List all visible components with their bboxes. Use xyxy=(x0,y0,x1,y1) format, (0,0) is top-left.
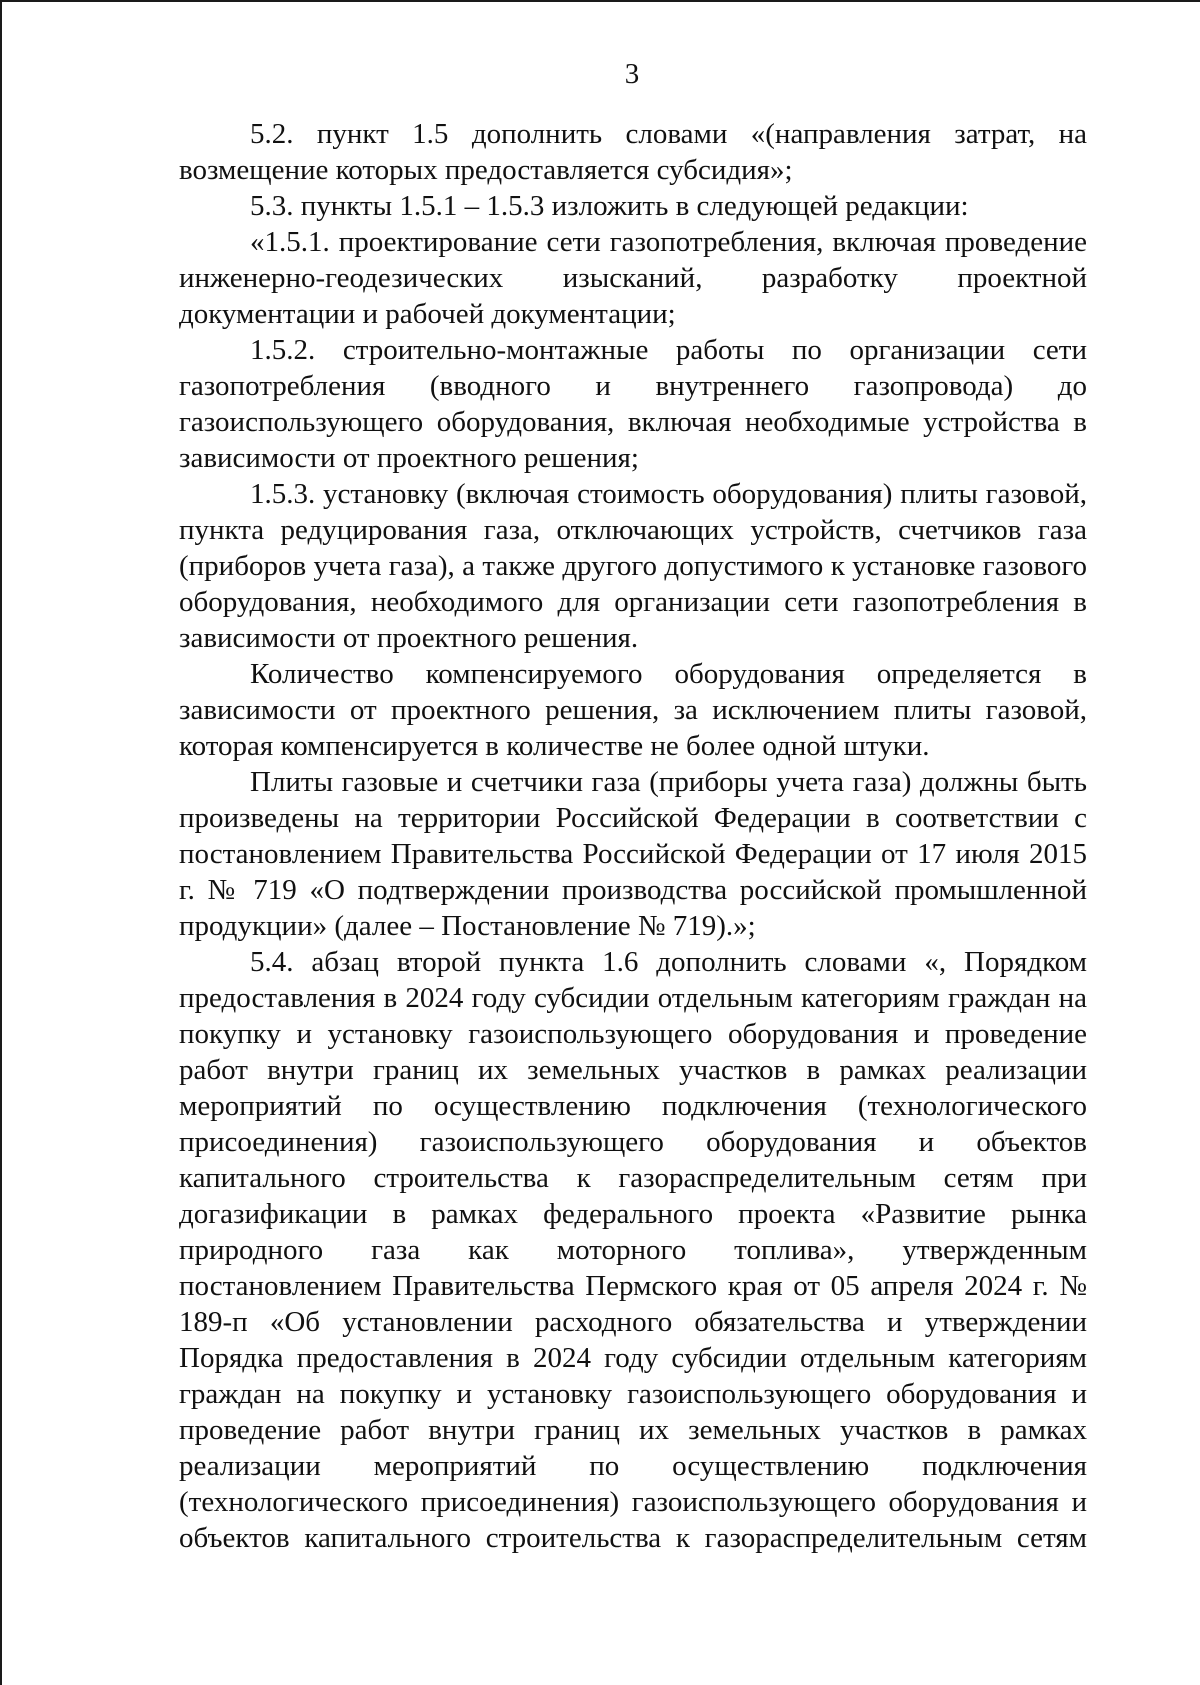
paragraph-1-5-1: «1.5.1. проектирование сети газопотребления, включая проведение инженерно-геодезических изысканий, разработку проектной документации и рабочей документации; xyxy=(179,226,1087,330)
paragraph-1-5-2: 1.5.2. строительно-монтажные работы по организации сети газопотребления (вводного и внутреннего газопровода) до газоиспользующего оборудования, включая необходимые устройства в зависимости от проектного решения; xyxy=(179,334,1087,474)
paragraph-5-3: 5.3. пункты 1.5.1 – 1.5.3 изложить в следующей редакции: xyxy=(250,190,969,222)
page-number: 3 xyxy=(624,58,640,90)
paragraph-1-5-3: 1.5.3. установку (включая стоимость оборудования) плиты газовой, пункта редуцирования газа, отключающих устройств, счетчиков газа (приборов учета газа), а также другого допустимого к установке газового оборудования, необходимого для организации сети газопотребления в зависимости от проектного решения. xyxy=(179,478,1087,654)
paragraph-5-4: 5.4. абзац второй пункта 1.6 дополнить словами «, Порядком предоставления в 2024 году субсидии отдельным категориям граждан на покупку и установку газоиспользующего оборудования и проведение работ внутри границ их земельных участков в рамках реализации мероприятий по осуществлению подключения (технологического присоединения) газоиспользующего оборудования и объектов капитального строительства к газораспределительным сетям при догазификации в рамках федерального проекта «Развитие рынка природного газа как моторного топлива», утвержденным постановлением Правительства Пермского края от 05 апреля 2024 г. № 189-п «Об установлении расходного обязательства и утверждении Порядка предоставления в 2024 году субсидии отдельным категориям граждан на покупку и установку газоиспользующего оборудования и проведение работ внутри границ их земельных участков в рамках реализации мероприятий по осуществлению подключения (технологического присоединения) газоиспользующего оборудования и объектов капитального строительства к газораспределительным сетям xyxy=(179,946,1087,1554)
paragraph-gas-stoves-origin: Плиты газовые и счетчики газа (приборы учета газа) должны быть произведены на территории Российской Федерации в соответствии с постановлением Правительства Российской Федерации от 17 июля 2015 г. № 719 «О подтверждении производства российской промышленной продукции» (далее – Постановление № 719).»; xyxy=(179,766,1087,942)
document-body xyxy=(179,116,1087,1556)
paragraph-5-2: 5.2. пункт 1.5 дополнить словами «(направления затрат, на возмещение которых предоставляется субсидия»; xyxy=(179,118,1087,186)
paragraph-equipment-quantity: Количество компенсируемого оборудования определяется в зависимости от проектного решения, за исключением плиты газовой, которая компенсируется в количестве не более одной штуки. xyxy=(179,658,1087,762)
